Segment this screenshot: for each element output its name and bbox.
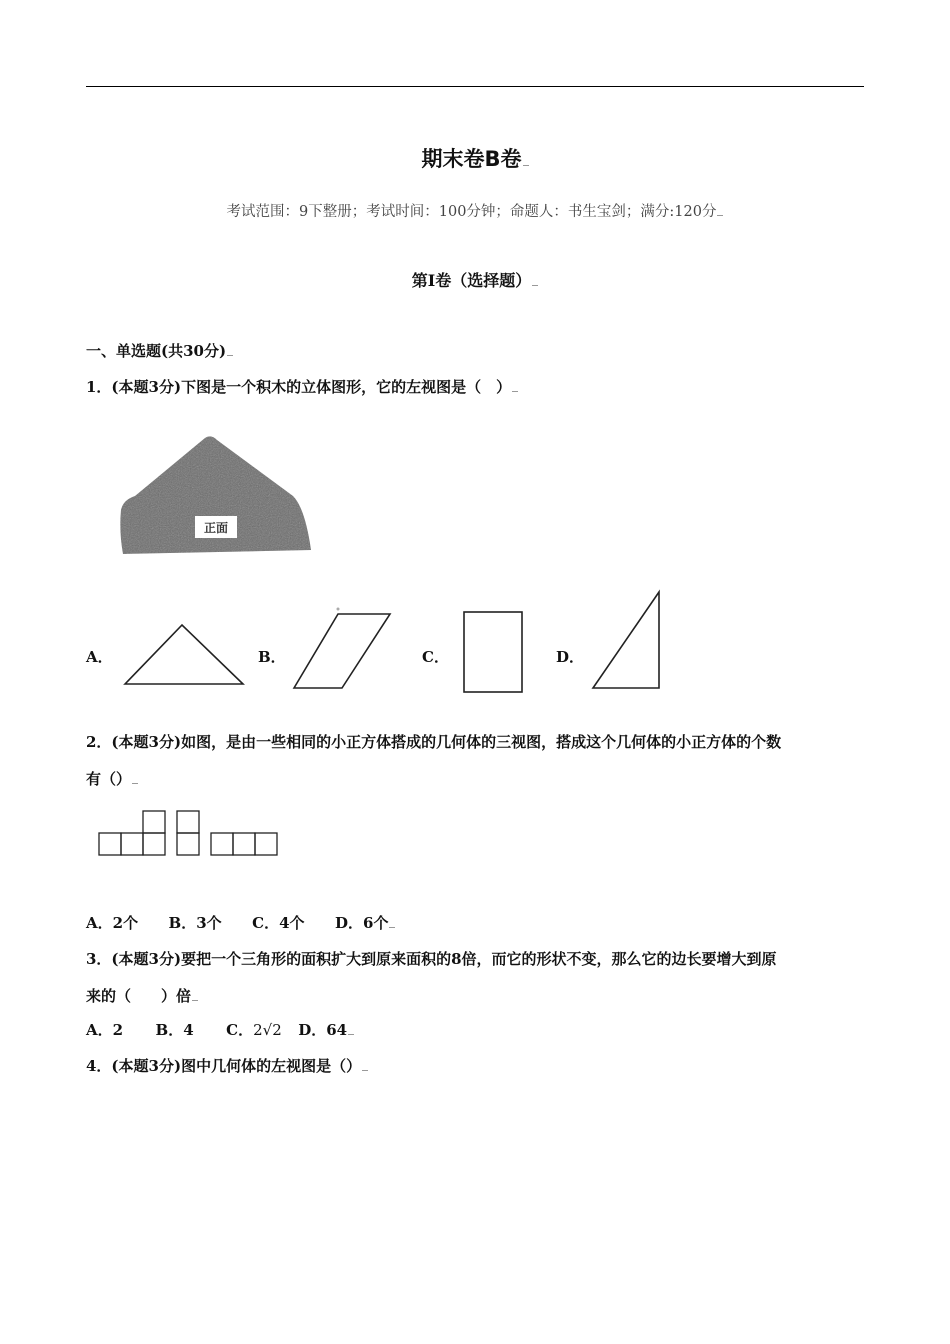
paragraph-mark [389,927,395,928]
front-label: 正面 [203,521,229,535]
top-view [211,833,277,855]
q1-option-c-rectangle [458,606,530,698]
q1-option-b-parallelogram [286,604,398,694]
paragraph-mark [192,1000,198,1001]
q2-option-d: D．6个 [335,914,389,932]
q2-option-b: B．3个 [168,914,222,932]
q3-options [86,1019,354,1040]
q3-option-b: B．4 [155,1021,194,1039]
q2-option-a: A．2个 [86,914,139,932]
q3-option-a: A．2 [86,1021,124,1039]
paragraph-mark [227,355,233,356]
q1-option-b-label: B． [258,648,286,666]
q2-options [86,912,395,933]
q2-three-views-figure [96,808,282,860]
q3-option-c: C． [226,1021,254,1039]
question-3-stem-line2: 来的（ ）倍 [86,985,198,1006]
block-3d-figure [115,432,320,560]
question-1-stem: 1．(本题3分)下图是一个积木的立体图形，它的左视图是（ ） [86,376,518,397]
q2-option-c: C．4个 [252,914,305,932]
q1-option-d-label: D． [556,648,585,666]
paragraph-mark [348,1034,354,1035]
exam-info: 考试范围：9下整册；考试时间：100分钟；命题人：书生宝剑；满分:120分 [0,200,950,221]
question-4-stem: 4．(本题3分)图中几何体的左视图是（） [86,1055,368,1076]
paragraph-mark [132,783,138,784]
q1-option-a-triangle [118,620,250,690]
paragraph-mark [523,165,529,166]
question-3-stem-line1: 3．(本题3分)要把一个三角形的面积扩大到原来面积的8倍，而它的形状不变，那么它的边长要增大到原 [86,950,777,968]
side-view [177,811,199,855]
paragraph-mark [717,215,723,216]
paragraph-mark [512,391,518,392]
question-2-stem-line1: 2．(本题3分)如图，是由一些相同的小正方体搭成的几何体的三视图，搭成这个几何体的小正方体的个数 [86,733,782,751]
part-title: 第I卷（选择题） [0,268,950,291]
q1-option-a-label: A． [86,648,113,666]
section-heading: 一、单选题(共30分) [86,340,233,361]
paragraph-mark [532,285,538,286]
question-2-stem-line2: 有（） [86,768,138,789]
paragraph-mark [362,1070,368,1071]
exam-title: 期末卷B卷 [0,143,950,173]
q1-option-d-right-triangle [588,586,666,694]
q3-option-c-value: 2√2 [253,1021,282,1039]
front-view [99,811,165,855]
q3-option-d: D．64 [298,1021,348,1039]
q1-option-c-label: C． [422,648,449,666]
header-rule [86,86,864,87]
